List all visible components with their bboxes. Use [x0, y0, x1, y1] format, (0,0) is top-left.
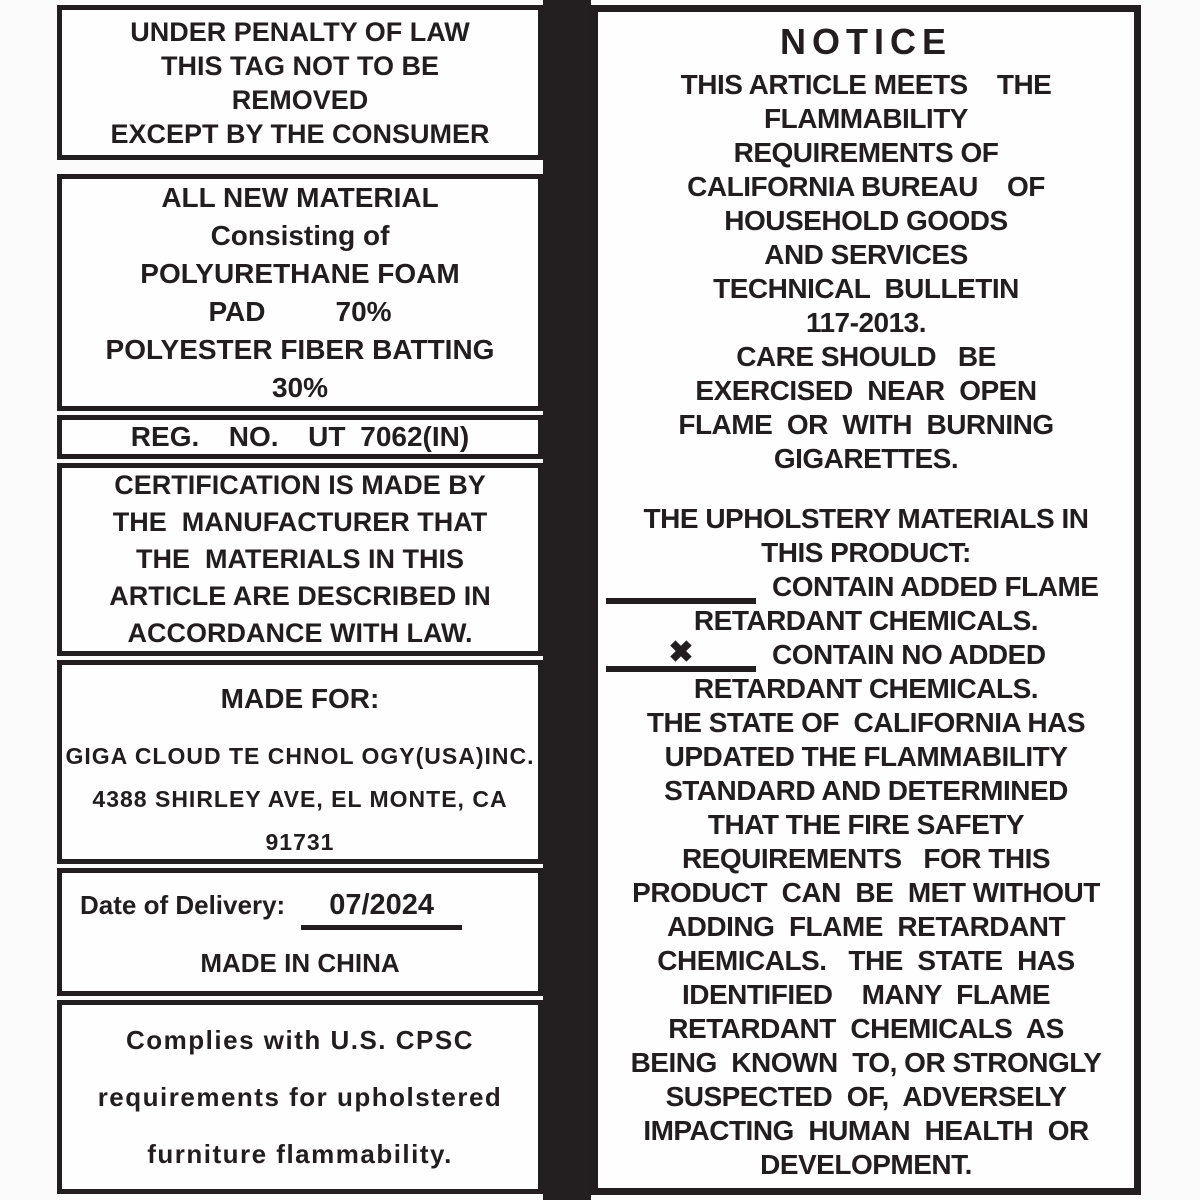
- text-line: REMOVED: [231, 84, 369, 115]
- registration-number-box: [57, 415, 543, 459]
- text-line: THE STATE OF CALIFORNIA HAS: [646, 707, 1086, 738]
- left-column: [57, 0, 543, 1200]
- blank-underline: [606, 574, 756, 604]
- text-line: ADDING FLAME RETARDANT: [666, 911, 1066, 942]
- contain-added-text-2: RETARDANT CHEMICALS.: [693, 605, 1039, 636]
- contain-no-added-text: CONTAIN NO ADDED: [772, 639, 1046, 670]
- text-line: BEING KNOWN TO, OR STRONGLY: [630, 1047, 1102, 1078]
- delivery-box: [57, 868, 543, 996]
- text-line: ALL NEW MATERIAL: [161, 181, 439, 213]
- text-line: POLYURETHANE FOAM: [140, 257, 460, 289]
- made-for-title: MADE FOR:: [220, 683, 380, 714]
- delivery-row: [80, 889, 520, 930]
- material-content-box: [57, 174, 543, 411]
- made-for-box: [57, 660, 543, 864]
- text-line: Complies with U.S. CPSC: [126, 1024, 474, 1055]
- text-line: IMPACTING HUMAN HEALTH OR: [643, 1115, 1089, 1146]
- text-line: UNDER PENALTY OF LAW: [130, 16, 470, 47]
- text-line: TECHNICAL BULLETIN: [713, 273, 1019, 304]
- text-line: THIS TAG NOT TO BE: [160, 50, 439, 81]
- text-line: CARE SHOULD BE: [736, 341, 996, 372]
- contain-added-option: [602, 570, 1130, 604]
- text-line: IDENTIFIED MANY FLAME: [681, 979, 1051, 1010]
- text-line: THE UPHOLSTERY MATERIALS IN: [643, 503, 1089, 534]
- text-line: THAT THE FIRE SAFETY: [707, 809, 1025, 840]
- contain-no-added-option: [602, 638, 1130, 672]
- checked-underline: [606, 636, 756, 672]
- penalty-box: [57, 5, 543, 160]
- text-line: SUSPECTED OF, ADVERSELY: [665, 1081, 1067, 1112]
- text-line: ARTICLE ARE DESCRIBED IN: [109, 581, 491, 611]
- text-line: DEVELOPMENT.: [760, 1149, 972, 1180]
- notice-box: [591, 5, 1141, 1195]
- cpsc-compliance-box: [57, 1000, 543, 1194]
- text-line: POLYESTER FIBER BATTING: [105, 333, 495, 365]
- text-line: THE MATERIALS IN THIS: [136, 544, 464, 574]
- text-line: PAD 70%: [208, 295, 392, 327]
- contain-added-text: CONTAIN ADDED FLAME: [772, 571, 1099, 602]
- text-line: STANDARD AND DETERMINED: [664, 775, 1068, 806]
- upholstery-heading: [602, 502, 1130, 570]
- text-line: FLAMMABILITY: [764, 103, 968, 134]
- text-line: CALIFORNIA BUREAU OF: [687, 171, 1045, 202]
- text-line: furniture flammability.: [147, 1138, 453, 1169]
- text-line: GIGARETTES.: [773, 443, 959, 474]
- text-line: PRODUCT CAN BE MET WITHOUT: [632, 877, 1100, 908]
- text-line: REQUIREMENTS OF: [733, 137, 999, 168]
- text-line: AND SERVICES: [764, 239, 968, 270]
- text-line: requirements for upholstered: [97, 1081, 503, 1112]
- text-line: HOUSEHOLD GOODS: [724, 205, 1008, 236]
- made-for-address: [62, 735, 538, 864]
- registration-number: REG. NO. UT 7062(IN): [130, 421, 470, 452]
- text-line: REQUIREMENTS FOR THIS: [681, 843, 1051, 874]
- text-line: GIGA CLOUD TE CHNOL OGY(USA)INC.: [65, 743, 535, 769]
- x-mark-icon: ✖: [668, 636, 694, 669]
- text-line: THIS ARTICLE MEETS THE: [680, 69, 1052, 100]
- text-line: EXERCISED NEAR OPEN: [695, 375, 1037, 406]
- text-line: THIS PRODUCT:: [761, 537, 971, 568]
- text-line: 117-2013.: [805, 307, 927, 338]
- text-line: 4388 SHIRLEY AVE, EL MONTE, CA: [92, 786, 508, 812]
- text-line: CERTIFICATION IS MADE BY: [114, 470, 486, 500]
- made-in-china-label: MADE IN CHINA: [200, 948, 400, 978]
- text-line: ACCORDANCE WITH LAW.: [127, 618, 473, 648]
- contain-no-added-text-2: RETARDANT CHEMICALS.: [693, 673, 1039, 704]
- text-line: Consisting of: [210, 219, 390, 251]
- column-divider-bar: [543, 0, 591, 1200]
- text-line: 30%: [271, 371, 329, 403]
- notice-title: NOTICE: [779, 21, 952, 62]
- text-line: EXCEPT BY THE CONSUMER: [110, 118, 490, 149]
- text-line: CHEMICALS. THE STATE HAS: [657, 945, 1075, 976]
- flammability-paragraph: [602, 68, 1130, 476]
- text-line: 91731: [265, 829, 335, 855]
- state-paragraph: [602, 706, 1130, 1182]
- text-line: THE MANUFACTURER THAT: [112, 507, 488, 537]
- text-line: FLAME OR WITH BURNING: [678, 409, 1054, 440]
- text-line: UPDATED THE FLAMMABILITY: [664, 741, 1068, 772]
- delivery-date-value: 07/2024: [301, 889, 462, 930]
- delivery-date-label: Date of Delivery:: [80, 890, 286, 920]
- text-line: RETARDANT CHEMICALS AS: [668, 1013, 1064, 1044]
- certification-box: [57, 463, 543, 656]
